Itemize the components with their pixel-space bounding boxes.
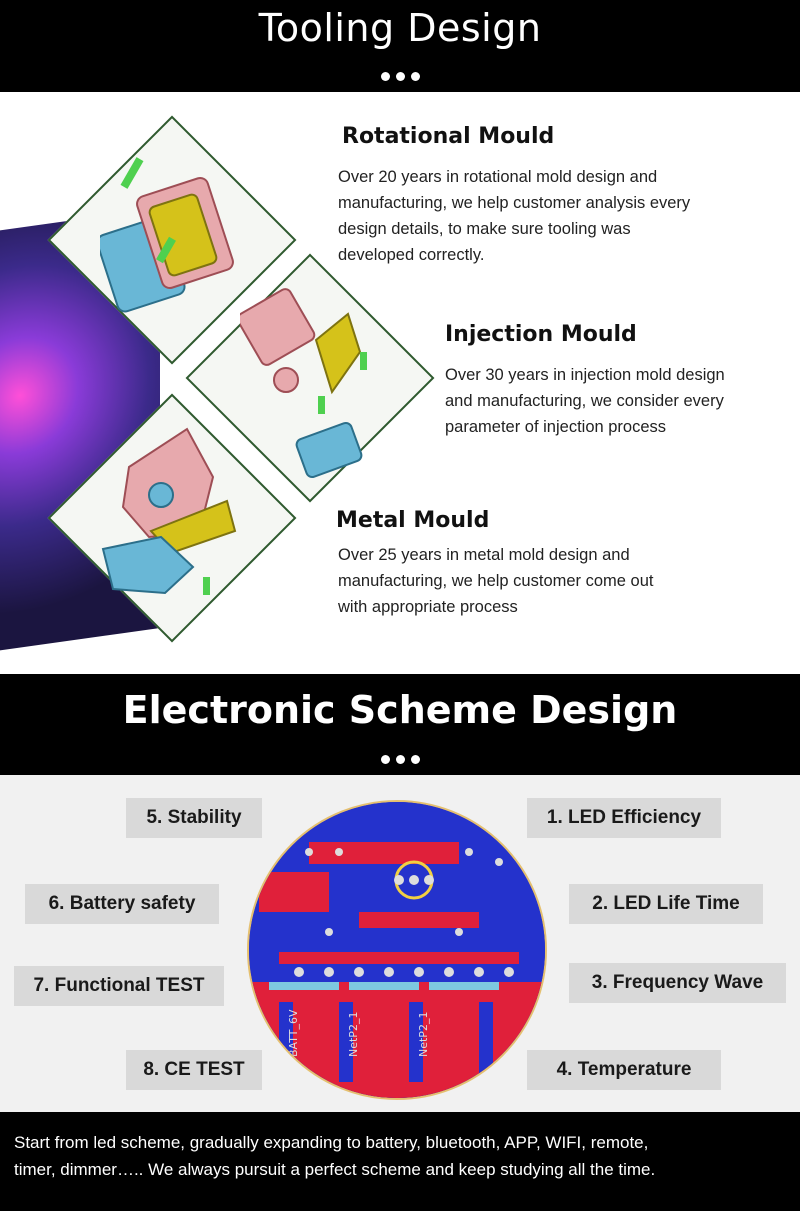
- pcb-label-batt: BATT_6V: [287, 1009, 300, 1057]
- tooling-dots: [0, 66, 800, 85]
- chip-ce-test: 8. CE TEST: [126, 1050, 262, 1090]
- pcb-image: [247, 800, 547, 1100]
- pcb-label-net2: NetP2_1: [417, 1011, 430, 1057]
- chip-functional-test: 7. Functional TEST: [14, 966, 224, 1006]
- metal-mould-parts-icon: [95, 417, 245, 612]
- rotational-mould-description: Over 20 years in rotational mold design and manufacturing, we help customer analysis every design details, to make sure tooling was developed correctly.: [338, 168, 691, 264]
- metal-mould-description: Over 25 years in metal mold design and manufacturing, we help customer come out with appropriate process: [338, 546, 654, 616]
- electronic-title: Electronic Scheme Design: [122, 688, 678, 732]
- rotational-mould-parts-icon: [100, 137, 250, 337]
- injection-mould-parts-icon: [240, 282, 380, 492]
- chip-temperature: 4. Temperature: [527, 1050, 721, 1090]
- electronic-dots: [0, 749, 800, 768]
- metal-mould-heading: Metal Mould: [336, 508, 490, 533]
- injection-mould-heading: Injection Mould: [445, 322, 637, 347]
- chip-led-efficiency: 1. LED Efficiency: [527, 798, 721, 838]
- pcb-traces-icon: [249, 802, 547, 1100]
- tooling-section: [0, 92, 800, 674]
- rotational-mould-heading: Rotational Mould: [342, 124, 555, 149]
- pcb-label-net1: NetP2_1: [347, 1011, 360, 1057]
- chip-battery-safety: 6. Battery safety: [25, 884, 219, 924]
- tooling-header-band: [0, 0, 800, 92]
- injection-mould-description: Over 30 years in injection mold design and manufacturing, we consider every parameter of injection process: [445, 366, 725, 436]
- electronic-header-band: [0, 674, 800, 775]
- chip-stability: 5. Stability: [126, 798, 262, 838]
- chip-frequency-wave: 3. Frequency Wave: [569, 963, 786, 1003]
- footer-band: [0, 1112, 800, 1211]
- chip-led-life-time: 2. LED Life Time: [569, 884, 763, 924]
- tooling-title: Tooling Design: [258, 6, 542, 50]
- footer-description: Start from led scheme, gradually expanding to battery, bluetooth, APP, WIFI, remote, timer, dimmer….. We always pursuit a perfect scheme and keep studying all the time.: [14, 1133, 656, 1179]
